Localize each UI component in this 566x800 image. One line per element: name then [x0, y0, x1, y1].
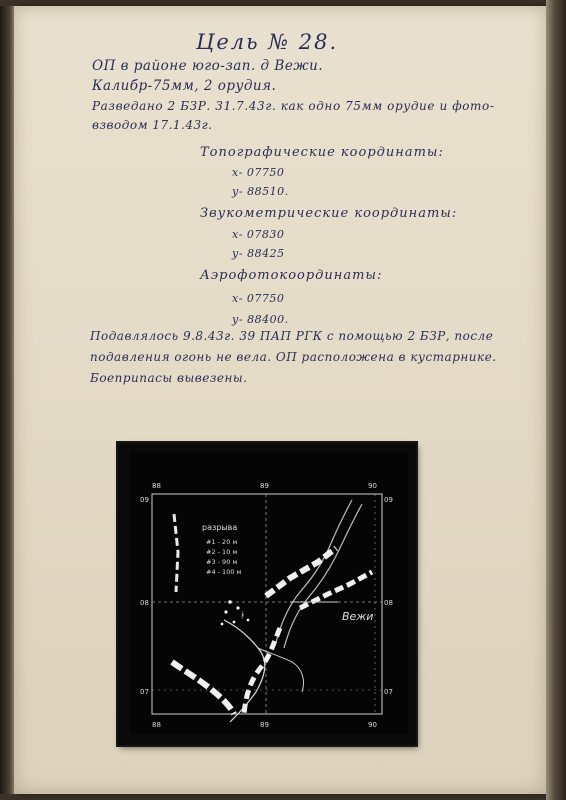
reconnaissance-line-cont: взводом 17.1.43г.	[92, 118, 213, 132]
grid-label-right-1: 09	[384, 496, 393, 504]
sound-heading: Звукометрические координаты:	[200, 206, 458, 221]
grid-label-right-3: 07	[384, 688, 393, 696]
map-frame	[152, 494, 382, 714]
suppression-paragraph-line1: Подавлялось 9.8.43г. 39 ПАП РГК с помощью 2 БЗР, после	[90, 329, 494, 343]
location-line: ОП в районе юго-зап. д Вежи.	[92, 58, 324, 74]
road-segment	[172, 662, 234, 714]
grid-label-bottom-1: 88	[152, 721, 161, 729]
sound-y: у- 88425	[232, 247, 285, 260]
sound-x: х- 07830	[232, 228, 285, 241]
map-photo	[130, 452, 408, 734]
topo-y: у- 88510.	[232, 185, 289, 198]
topo-heading: Топографические координаты:	[200, 145, 444, 160]
village-houses	[300, 572, 372, 608]
legend-item-3: #3 - 90 м	[206, 558, 238, 566]
grid-label-right-2: 08	[384, 599, 393, 607]
aero-x: х- 07750	[232, 292, 285, 305]
grid-label-top-1: 88	[152, 482, 161, 490]
suppression-paragraph-line3: Боеприпасы вывезены.	[90, 371, 248, 385]
page-edge	[546, 0, 566, 800]
grid-label-left-3: 07	[140, 688, 149, 696]
grid-label-top-2: 89	[260, 482, 269, 490]
grid-label-left-2: 08	[140, 599, 149, 607]
river-line	[276, 500, 352, 642]
village-houses	[266, 548, 336, 596]
road-left	[174, 514, 178, 592]
binding-spine	[0, 6, 14, 794]
aero-heading: Аэрофотокоординаты:	[200, 268, 383, 283]
reconnaissance-line: Разведано 2 БЗР. 31.7.43г. как одно 75мм орудие и фото-	[92, 99, 495, 113]
gun-position-mark: ᚼ	[240, 611, 246, 621]
grid-label-bottom-2: 89	[260, 721, 269, 729]
grid-label-top-3: 90	[368, 482, 377, 490]
village-label: Вежи	[342, 610, 374, 623]
grid-label-left-1: 09	[140, 496, 149, 504]
grid-label-bottom-3: 90	[368, 721, 377, 729]
legend-title: разрыва	[202, 523, 238, 532]
suppression-paragraph-line2: подавления огонь не вела. ОП расположена в кустарнике.	[90, 350, 497, 364]
topo-x: х- 07750	[232, 166, 285, 179]
target-map	[130, 452, 408, 734]
caliber-line: Калибр-75мм, 2 орудия.	[92, 78, 277, 94]
document-title: Цель № 28.	[196, 30, 339, 54]
legend-item-2: #2 - 10 м	[206, 548, 238, 556]
aero-y: у- 88400.	[232, 313, 289, 326]
legend-item-4: #4 - 100 м	[206, 568, 242, 576]
legend-item-1: #1 - 20 м	[206, 538, 238, 546]
